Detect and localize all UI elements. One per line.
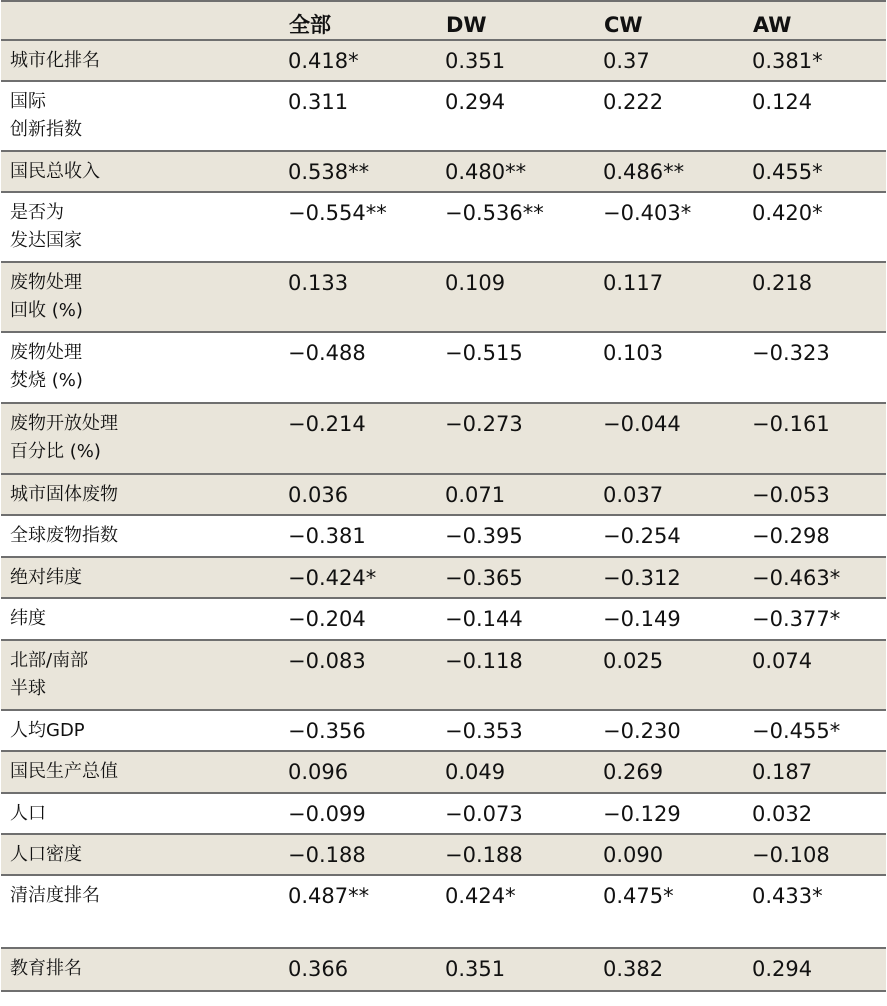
value-cell: 0.311 — [284, 81, 441, 151]
value-cell: 0.382 — [599, 948, 748, 991]
row-label — [1, 515, 284, 557]
row-label-line: 人口密度 — [10, 844, 82, 865]
value-cell: 0.109 — [441, 262, 599, 332]
value-cell: 0.071 — [441, 474, 599, 515]
table-row — [1, 793, 886, 834]
value-cell: 0.074 — [748, 640, 886, 710]
value-cell: −0.377* — [748, 598, 886, 640]
value-cell: 0.366 — [284, 948, 441, 991]
table-row — [1, 875, 886, 948]
value-cell: −0.312 — [599, 557, 748, 598]
table-row — [1, 640, 886, 710]
value-cell: −0.053 — [748, 474, 886, 515]
value-cell: −0.424* — [284, 557, 441, 598]
table-row — [1, 710, 886, 751]
value-cell: 0.538** — [284, 151, 441, 192]
value-cell: −0.204 — [284, 598, 441, 640]
value-cell: 0.037 — [599, 474, 748, 515]
value-cell: −0.083 — [284, 640, 441, 710]
row-label — [1, 151, 284, 192]
table-row — [1, 81, 886, 151]
table-row — [1, 403, 886, 474]
table-row — [1, 192, 886, 262]
value-cell: 0.351 — [441, 948, 599, 991]
row-label — [1, 598, 284, 640]
row-label — [1, 710, 284, 751]
row-label — [1, 192, 284, 262]
row-label — [1, 262, 284, 332]
value-cell: 0.117 — [599, 262, 748, 332]
row-label — [1, 834, 284, 875]
value-cell: −0.188 — [284, 834, 441, 875]
value-cell: 0.049 — [441, 751, 599, 793]
value-cell: 0.187 — [748, 751, 886, 793]
value-cell: −0.455* — [748, 710, 886, 751]
value-cell: −0.118 — [441, 640, 599, 710]
value-cell: 0.37 — [599, 40, 748, 81]
value-cell: −0.129 — [599, 793, 748, 834]
row-label — [1, 640, 284, 710]
value-cell: −0.214 — [284, 403, 441, 474]
table-row — [1, 751, 886, 793]
row-label-line: 北部/南部 — [10, 650, 89, 671]
table-row — [1, 332, 886, 403]
correlation-table — [1, 0, 886, 992]
table-row — [1, 948, 886, 991]
value-cell: 0.475* — [599, 875, 748, 948]
value-cell: −0.273 — [441, 403, 599, 474]
value-cell: −0.554** — [284, 192, 441, 262]
value-cell: −0.099 — [284, 793, 441, 834]
table-row — [1, 515, 886, 557]
value-cell: 0.433* — [748, 875, 886, 948]
table-row — [1, 262, 886, 332]
row-label — [1, 948, 284, 991]
value-cell: −0.403* — [599, 192, 748, 262]
table-row — [1, 40, 886, 81]
value-cell: −0.381 — [284, 515, 441, 557]
row-label-line: 百分比 (%) — [10, 441, 101, 462]
table-row — [1, 557, 886, 598]
value-cell: 0.032 — [748, 793, 886, 834]
row-label — [1, 875, 284, 948]
row-label — [1, 403, 284, 474]
table-row — [1, 151, 886, 192]
value-cell: 0.294 — [441, 81, 599, 151]
row-label — [1, 474, 284, 515]
row-label-line: 回收 (%) — [10, 300, 83, 321]
value-cell: −0.353 — [441, 710, 599, 751]
value-cell: −0.488 — [284, 332, 441, 403]
value-cell: 0.455* — [748, 151, 886, 192]
value-cell: −0.395 — [441, 515, 599, 557]
row-label-line: 纬度 — [10, 608, 46, 629]
table-row — [1, 598, 886, 640]
row-label-line: 创新指数 — [10, 119, 82, 140]
value-cell: 0.420* — [748, 192, 886, 262]
value-cell: −0.463* — [748, 557, 886, 598]
header-cell-label — [1, 1, 284, 40]
value-cell: −0.044 — [599, 403, 748, 474]
row-label-line: 是否为 — [10, 202, 64, 223]
row-label — [1, 793, 284, 834]
row-label-line: 教育排名 — [10, 958, 82, 979]
header-cell-all: 全部 — [284, 1, 441, 40]
value-cell: 0.381* — [748, 40, 886, 81]
value-cell: 0.103 — [599, 332, 748, 403]
value-cell: −0.254 — [599, 515, 748, 557]
row-label-line: 废物开放处理 — [10, 413, 118, 434]
header-row — [1, 1, 886, 40]
row-label-line: 清洁度排名 — [10, 885, 100, 906]
value-cell: 0.222 — [599, 81, 748, 151]
row-label-line: 焚烧 (%) — [10, 370, 83, 391]
row-label-line: 发达国家 — [10, 230, 82, 251]
value-cell: 0.487** — [284, 875, 441, 948]
value-cell: −0.161 — [748, 403, 886, 474]
row-label — [1, 557, 284, 598]
value-cell: 0.294 — [748, 948, 886, 991]
row-label-line: 国民生产总值 — [10, 761, 118, 782]
header-cell-cw: CW — [599, 1, 748, 40]
row-label — [1, 751, 284, 793]
value-cell: −0.323 — [748, 332, 886, 403]
value-cell: −0.144 — [441, 598, 599, 640]
value-cell: 0.480** — [441, 151, 599, 192]
value-cell: −0.365 — [441, 557, 599, 598]
value-cell: −0.149 — [599, 598, 748, 640]
value-cell: 0.418* — [284, 40, 441, 81]
value-cell: 0.351 — [441, 40, 599, 81]
value-cell: −0.536** — [441, 192, 599, 262]
table-row — [1, 474, 886, 515]
value-cell: −0.356 — [284, 710, 441, 751]
value-cell: −0.230 — [599, 710, 748, 751]
value-cell: 0.424* — [441, 875, 599, 948]
row-label-line: 城市化排名 — [10, 50, 100, 71]
value-cell: 0.486** — [599, 151, 748, 192]
row-label-line: 城市固体废物 — [10, 484, 118, 505]
value-cell: 0.133 — [284, 262, 441, 332]
row-label — [1, 332, 284, 403]
table-row — [1, 834, 886, 875]
value-cell: 0.124 — [748, 81, 886, 151]
value-cell: −0.298 — [748, 515, 886, 557]
row-label-line: 废物处理 — [10, 342, 82, 363]
row-label — [1, 40, 284, 81]
row-label — [1, 81, 284, 151]
header-cell-dw: DW — [441, 1, 599, 40]
value-cell: 0.218 — [748, 262, 886, 332]
value-cell: −0.108 — [748, 834, 886, 875]
row-label-line: 国际 — [10, 91, 46, 112]
row-label-line: 绝对纬度 — [10, 567, 82, 588]
row-label-line: 废物处理 — [10, 272, 82, 293]
value-cell: 0.025 — [599, 640, 748, 710]
value-cell: −0.188 — [441, 834, 599, 875]
row-label-line: 人口 — [10, 803, 46, 824]
row-label-line: 国民总收入 — [10, 161, 100, 182]
row-label-line: 全球废物指数 — [10, 525, 118, 546]
value-cell: 0.096 — [284, 751, 441, 793]
value-cell: −0.515 — [441, 332, 599, 403]
row-label-line: 半球 — [10, 678, 46, 699]
value-cell: 0.090 — [599, 834, 748, 875]
row-label-line: 人均GDP — [10, 720, 85, 741]
value-cell: −0.073 — [441, 793, 599, 834]
value-cell: 0.269 — [599, 751, 748, 793]
value-cell: 0.036 — [284, 474, 441, 515]
header-cell-aw: AW — [748, 1, 886, 40]
